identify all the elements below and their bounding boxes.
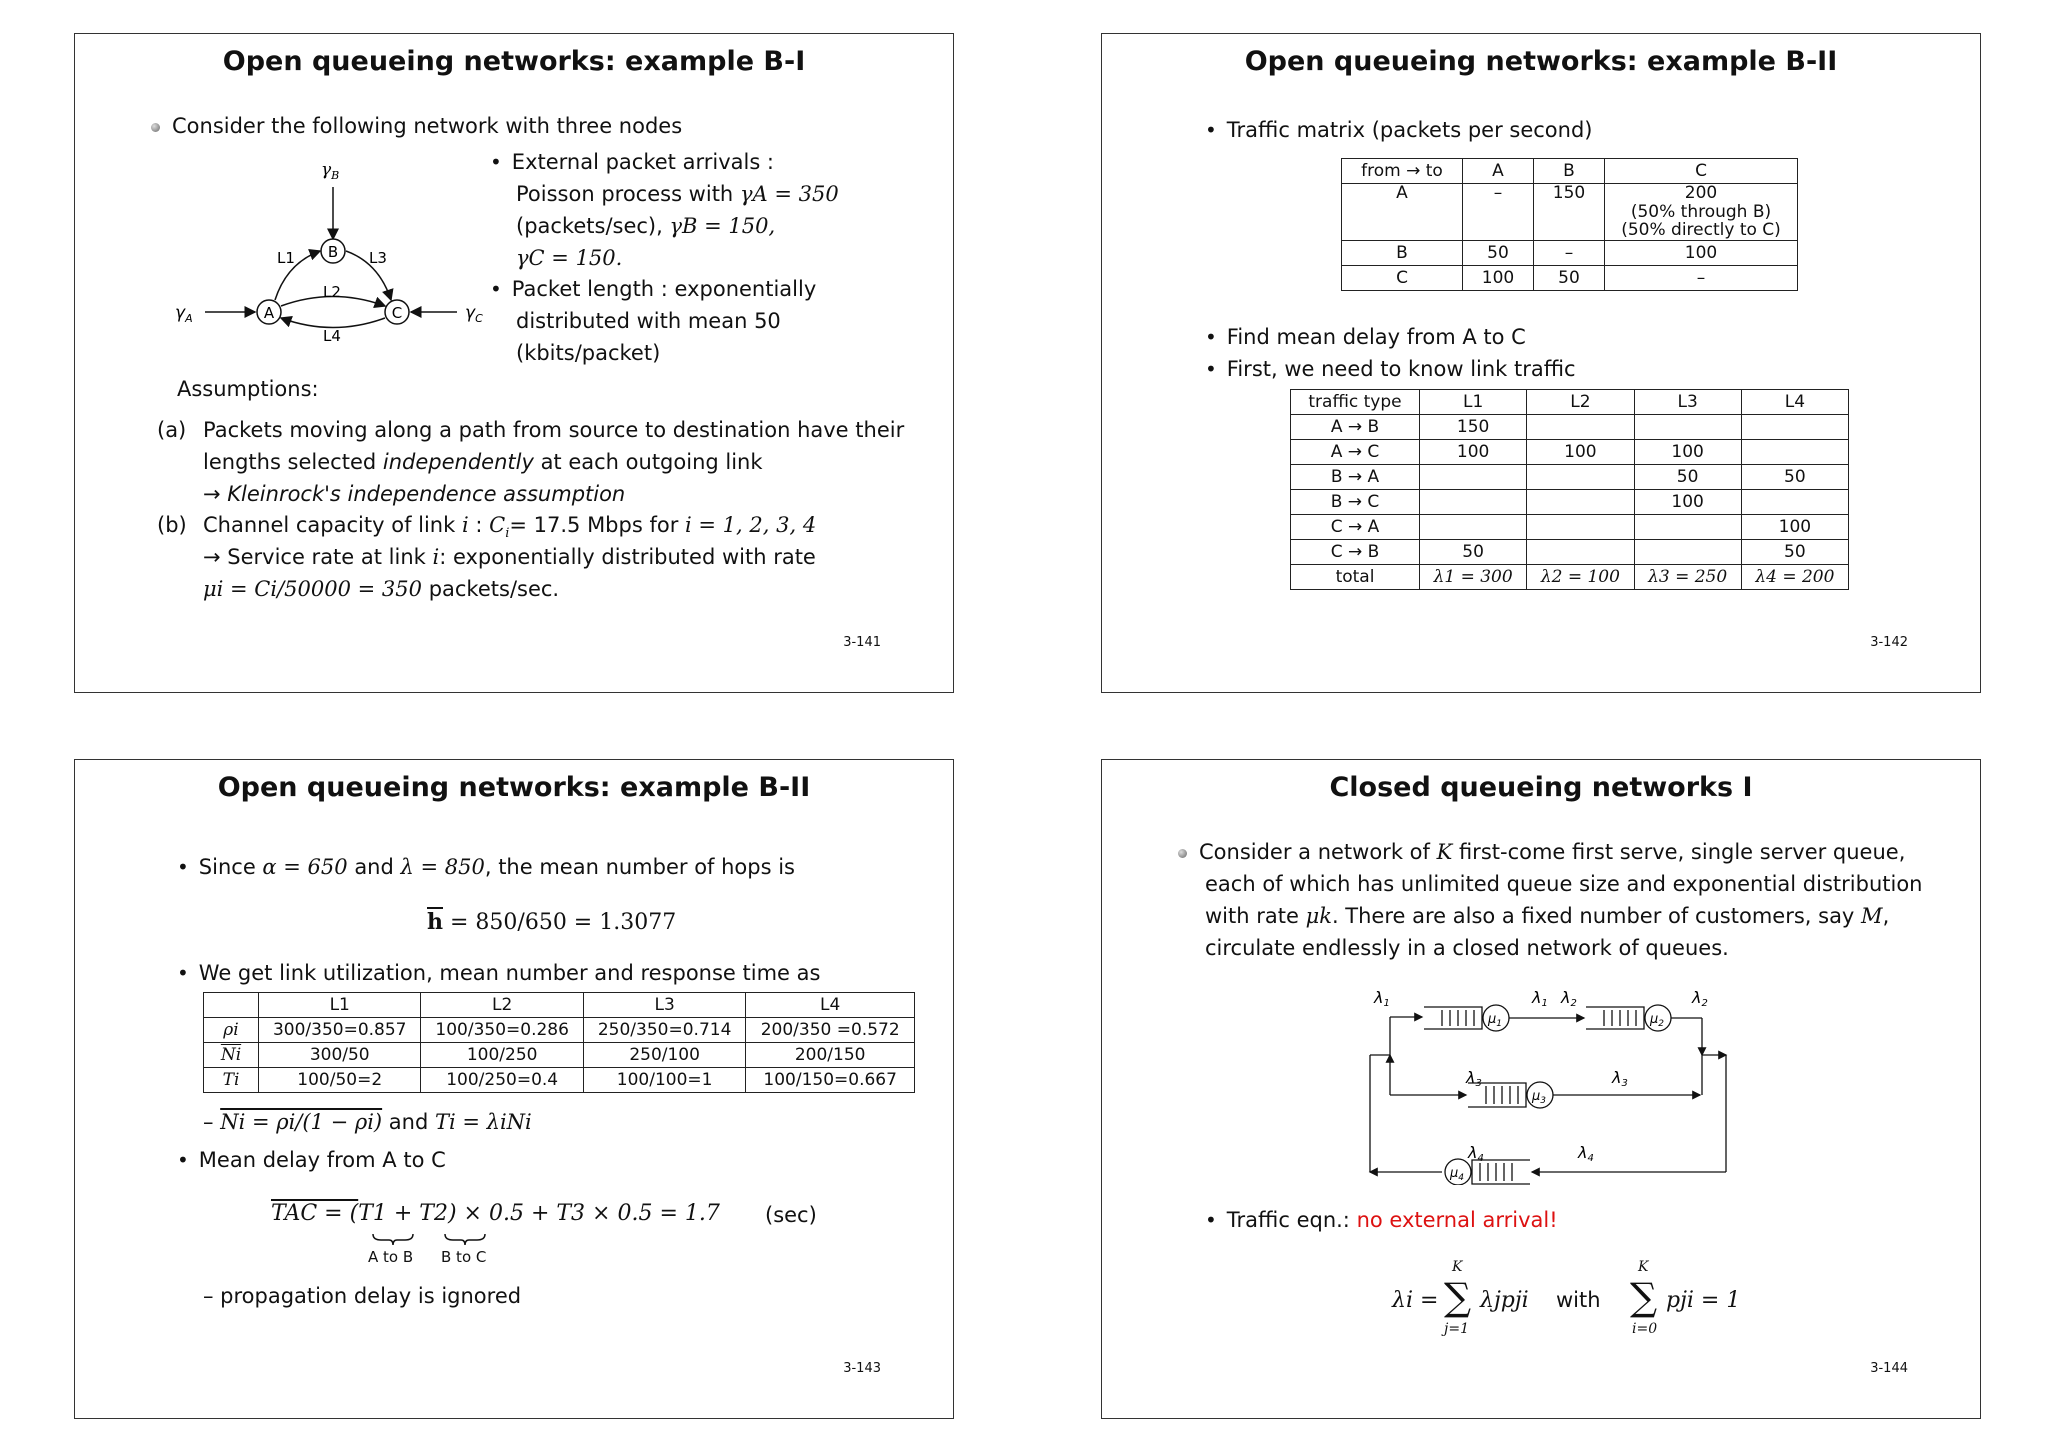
table-cell: A → C (1291, 440, 1420, 465)
table-cell: A (1342, 184, 1463, 241)
sec-unit: (sec) (765, 1203, 817, 1227)
slide-title: Open queueing networks: example B-I (222, 46, 806, 77)
gamma-c-label: $\gamma_C$ (465, 303, 483, 325)
assumption-b-line2: → Service rate at link i: exponentially distributed with rate (203, 545, 816, 569)
table-header (204, 993, 259, 1018)
table-cell: 100 (1634, 490, 1741, 515)
table-cell: – (1605, 266, 1798, 291)
intro-text: Consider the following network with three nodes (151, 116, 682, 137)
packet-length-line3: (kbits/packet) (516, 341, 661, 365)
table-header: L2 (1527, 390, 1634, 415)
link-l2-label: L2 (323, 283, 341, 301)
svg-text:λ2: λ2 (1561, 988, 1577, 1009)
svg-text:λ1: λ1 (1532, 988, 1548, 1009)
link-l4-label: L4 (323, 327, 341, 345)
table-cell: 150 (1534, 184, 1605, 241)
link-traffic-table (1290, 389, 1849, 590)
table-header: L4 (746, 993, 915, 1018)
svg-text:λ4: λ4 (1468, 1143, 1484, 1164)
table-row (204, 1043, 915, 1068)
table-row (1291, 465, 1849, 490)
intro-line4: circulate endlessly in a closed network of queues. (1205, 936, 1729, 960)
utilization-table (203, 992, 915, 1093)
table-header: traffic type (1291, 390, 1420, 415)
table-row (1291, 565, 1849, 590)
assumption-b-line3: μi = Ci/50000 = 350 packets/sec. (203, 577, 560, 601)
sum1-symbol: ∑ (1444, 1275, 1472, 1319)
table-cell: 200/150 (746, 1043, 915, 1068)
table-cell: C (1342, 266, 1463, 291)
table-cell: λ4 = 200 (1741, 565, 1848, 590)
table-cell: – (1534, 241, 1605, 266)
with-word: with (1556, 1288, 1601, 1312)
table-cell (1527, 515, 1634, 540)
table-cell (1634, 540, 1741, 565)
sum1-body: λjpji (1480, 1288, 1529, 1313)
table-cell: – (1463, 184, 1534, 241)
table-cell: 100 (1420, 440, 1527, 465)
table-cell: C → A (1291, 515, 1420, 540)
table-cell (1527, 415, 1634, 440)
svg-text:λ3: λ3 (1612, 1068, 1628, 1089)
slide-3-142 (1101, 33, 1981, 693)
queue-1 (1424, 1005, 1509, 1031)
svg-text:μ3: $\mu_3$ (1532, 1089, 1547, 1106)
table-cell (1420, 515, 1527, 540)
table-cell: B (1342, 241, 1463, 266)
pps-line: (packets/sec), γB = 150, (516, 214, 776, 238)
table-cell: 300/50 (259, 1043, 421, 1068)
traffic-eqn-item: • Traffic eqn.: no external arrival! (1205, 1208, 1558, 1232)
mean-hops-item: • Since α = 650 and λ = 850, the mean number of hops is (177, 855, 795, 879)
table-cell: 200/350 =0.572 (746, 1018, 915, 1043)
table-cell: 100 (1463, 266, 1534, 291)
table-cell: λ1 = 300 (1420, 565, 1527, 590)
table-row (204, 1018, 915, 1043)
table-row (1342, 159, 1798, 184)
table-cell: 50 (1463, 241, 1534, 266)
table-row (1291, 540, 1849, 565)
svg-text:λ3: λ3 (1466, 1068, 1482, 1089)
sum2-upper: K (1638, 1259, 1649, 1275)
table-row (1291, 440, 1849, 465)
svg-text:λ1: λ1 (1374, 988, 1390, 1009)
assumption-a-line2: lengths selected independently at each outgoing link (203, 450, 763, 474)
table-cell (1420, 490, 1527, 515)
svg-text:λ4: λ4 (1578, 1143, 1594, 1164)
table-row (204, 1068, 915, 1093)
table-cell: 200 (50% through B) (50% directly to C) (1605, 184, 1798, 241)
table-header: from → to (1342, 159, 1463, 184)
table-cell: 50 (1741, 465, 1848, 490)
node-b-label: B (327, 243, 339, 261)
table-cell: 100 (1634, 440, 1741, 465)
table-cell: B → A (1291, 465, 1420, 490)
underbrace-a-to-b (371, 1232, 415, 1246)
assumption-a-label: (a) (157, 418, 187, 442)
underbrace-b-to-c (443, 1232, 487, 1246)
a-to-b-label: A to B (368, 1248, 414, 1266)
page-number: 3-143 (843, 1361, 881, 1376)
intro-line1: Consider a network of K first-come first serve, single server queue, (1178, 842, 1905, 863)
traffic-equation (1392, 1260, 1812, 1340)
propagation-note: – propagation delay is ignored (203, 1284, 522, 1308)
bullet-icon (151, 123, 160, 132)
table-cell: 150 (1420, 415, 1527, 440)
page-number: 3-142 (1870, 635, 1908, 650)
table-header: L1 (1420, 390, 1527, 415)
sum1-upper: K (1452, 1259, 1463, 1275)
table-cell: 100/250=0.4 (421, 1068, 583, 1093)
slide-title: Open queueing networks: example B-II (217, 772, 811, 803)
table-cell (1741, 440, 1848, 465)
intro-line3: with rate μk. There are also a fixed number of customers, say M, (1205, 904, 1890, 928)
sum2-body: pji = 1 (1666, 1288, 1741, 1313)
bullet-icon (1178, 849, 1187, 858)
table-cell (1527, 540, 1634, 565)
tac-equation: TAC = (T1 + T2) × 0.5 + T3 × 0.5 = 1.7 (271, 1201, 720, 1226)
three-node-network-diagram (165, 159, 565, 349)
table-cell: 250/100 (583, 1043, 745, 1068)
sum2-symbol: ∑ (1630, 1275, 1658, 1319)
traffic-matrix-label: • Traffic matrix (packets per second) (1205, 118, 1593, 142)
slide-3-141 (74, 33, 954, 693)
table-header: A (1463, 159, 1534, 184)
page-number: 3-141 (843, 635, 881, 650)
table-cell: 50 (1534, 266, 1605, 291)
table-row (1291, 390, 1849, 415)
table-cell: A → B (1291, 415, 1420, 440)
table-cell (1527, 490, 1634, 515)
eq-lhs: λi = (1392, 1288, 1439, 1313)
table-cell: λ2 = 100 (1527, 565, 1634, 590)
table-header: L3 (1634, 390, 1741, 415)
t1-term: T1 (358, 1201, 387, 1226)
table-cell: 50 (1420, 540, 1527, 565)
link-l1-label: L1 (277, 249, 295, 267)
poisson-line: Poisson process with γA = 350 (516, 182, 839, 206)
packet-length-item: • Packet length : exponentially (490, 277, 817, 301)
table-cell: 100/50=2 (259, 1068, 421, 1093)
table-cell: 50 (1741, 540, 1848, 565)
table-cell: 50 (1634, 465, 1741, 490)
gamma-c-eq: γC = 150. (516, 246, 623, 270)
closed-queue-network-diagram (1362, 985, 1752, 1185)
table-header: L1 (259, 993, 421, 1018)
table-row (1342, 184, 1798, 241)
link-l3-label: L3 (369, 249, 387, 267)
table-cell (1634, 415, 1741, 440)
traffic-matrix-table (1341, 158, 1798, 291)
link-traffic-item: • First, we need to know link traffic (1205, 357, 1576, 381)
table-header: B (1534, 159, 1605, 184)
slide-title: Open queueing networks: example B-II (1244, 46, 1838, 77)
table-cell: $\overline{Ni}$ (204, 1043, 259, 1068)
b-to-c-label: B to C (441, 1248, 487, 1266)
table-cell (1634, 515, 1741, 540)
table-cell (1741, 490, 1848, 515)
table-cell: 100 (1605, 241, 1798, 266)
table-header: L3 (583, 993, 745, 1018)
table-cell (1527, 465, 1634, 490)
table-cell: 100/250 (421, 1043, 583, 1068)
slide-3-143 (74, 759, 954, 1419)
sum2-lower: i=0 (1632, 1321, 1658, 1337)
table-cell: 100 (1741, 515, 1848, 540)
table-cell: C → B (1291, 540, 1420, 565)
table-cell: total (1291, 565, 1420, 590)
page-number: 3-144 (1870, 1361, 1908, 1376)
find-delay-item: • Find mean delay from A to C (1205, 325, 1526, 349)
node-a-label: A (263, 304, 275, 322)
table-cell: ρi (204, 1018, 259, 1043)
svg-text:μ1: $\mu_1$ (1488, 1012, 1503, 1029)
ext-arrivals-item: • External packet arrivals : (490, 150, 775, 174)
table-header: L2 (421, 993, 583, 1018)
assumptions-heading: Assumptions: (177, 377, 319, 401)
mean-hops-eq: $\overline{h} = 850/650 = 1.3077$ (427, 909, 677, 935)
assumption-a-line3: → Kleinrock's independence assumption (203, 482, 626, 506)
table-cell: 250/350=0.714 (583, 1018, 745, 1043)
assumption-b-label: (b) (157, 513, 187, 537)
table-cell: B → C (1291, 490, 1420, 515)
table-row (1342, 241, 1798, 266)
intro-line2: each of which has unlimited queue size and exponential distribution (1205, 872, 1923, 896)
table-header: C (1605, 159, 1798, 184)
mean-delay-item: • Mean delay from A to C (177, 1148, 446, 1172)
table-cell (1420, 465, 1527, 490)
table-cell: 100/350=0.286 (421, 1018, 583, 1043)
table-row (1291, 415, 1849, 440)
assumption-a-line1: Packets moving along a path from source to destination have their (203, 418, 905, 442)
node-c-label: C (391, 304, 403, 322)
table-header: L4 (1741, 390, 1848, 415)
table-row (1291, 490, 1849, 515)
queue-2 (1586, 1005, 1671, 1031)
sum1-lower: j=1 (1444, 1321, 1469, 1337)
table-cell: λ3 = 250 (1634, 565, 1741, 590)
packet-length-line2: distributed with mean 50 (516, 309, 781, 333)
slide-3-144 (1101, 759, 1981, 1419)
table-row (204, 993, 915, 1018)
table-row (1291, 515, 1849, 540)
gamma-b-label: $\gamma_B$ (321, 160, 340, 182)
table-cell: Ti (204, 1068, 259, 1093)
table-row (1342, 266, 1798, 291)
svg-text:μ4: $\mu_4$ (1450, 1166, 1465, 1183)
table-cell: 100/100=1 (583, 1068, 745, 1093)
svg-text:μ2: $\mu_2$ (1650, 1012, 1665, 1029)
table-cell: 100 (1527, 440, 1634, 465)
table-cell (1741, 415, 1848, 440)
utilization-item: • We get link utilization, mean number and response time as (177, 961, 821, 985)
queue-4 (1445, 1159, 1530, 1185)
ni-ti-formula: – Ni = ρi/(1 − ρi) and Ti = λiNi (203, 1110, 532, 1134)
table-cell: 300/350=0.857 (259, 1018, 421, 1043)
gamma-a-label: $\gamma_A$ (175, 303, 193, 325)
table-cell: 100/150=0.667 (746, 1068, 915, 1093)
assumption-b-line1: Channel capacity of link i : $C_i= 17.5$ Mbps for i = 1, 2, 3, 4 (203, 513, 817, 542)
svg-text:λ2: λ2 (1692, 988, 1708, 1009)
slide-title: Closed queueing networks I (1329, 772, 1753, 803)
